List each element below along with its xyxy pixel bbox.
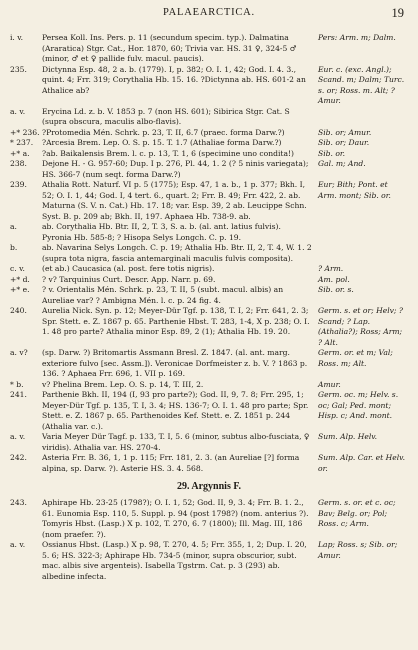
entry-text: v? Phelina Brem. Lep. O. S. p. 14, T. III, 2. xyxy=(42,379,204,389)
entry-text: Erycina Ld. z. b. V. 1853 p. 7 (non HS. 601); Sibirica Stgr. Cat. S (supra obscura, maculis albo-flavis). xyxy=(42,106,290,126)
entry-distribution: Sib. or. xyxy=(318,148,346,158)
entry-number: +* 236. xyxy=(10,127,40,137)
species-entry xyxy=(10,128,408,139)
entry-number: i. v. xyxy=(10,33,24,42)
entry-text: Dejone H. - G. 957-60; Dup. I p. 276, Pl. 44, 1. 2 (? 5 ninis variegata); HS. 366-7 (num seqt. forma Darw.?) xyxy=(42,159,309,179)
entry-text: (et ab.) Caucasica (al. post. fere totis nigris). xyxy=(42,264,215,273)
entry-number: a. v. xyxy=(10,540,26,549)
species-entry xyxy=(10,180,408,222)
running-header xyxy=(0,6,418,24)
species-entry xyxy=(10,306,408,348)
entry-distribution: Gal. m; And. xyxy=(318,159,366,168)
entry-text: Athalia Rott. Naturf. VI p. 5 (1775); Esp. 47, 1 a. b., 1 p. 377; Bkh. I, 52; O. I. 1, 44; God. I, 4 tert. 6., quart. 2; Frr. B. 49; Frr. 422, 2. ab. Maturna (S. V. n. Cat.) Hb. 17. 18; var. Esp. 39, 2 ab. Leucippe Schn. Syst. B. p. 209 ab; Bkh. II, 197. Aphaea Hb. 738-9. ab. xyxy=(42,180,307,221)
entry-number: * b. xyxy=(10,379,24,389)
entry-distribution: ? Arm. xyxy=(318,264,344,273)
entry-number: a. v? xyxy=(10,348,28,357)
entry-text: (sp. Darw. ?) Britomartis Assmann Bresl. Z. 1847. (al. ant. marg. exteriore fulvo [sec. Assm.]). Veronicae Dorfmeister z. b. V. ? 1863 p. 136. ? Aphaea Frr. 696, 1. VII p. 169. xyxy=(42,348,308,378)
entry-text: Aphirape Hb. 23-25 (1798?); O. I. 1, 52; God. II, 9, 3. 4; Frr. B. 1. 2., 61. Eunomia Esp. 110, 5. Suppl. p. 94 (post 1798?) (nom. anterius ?). Tomyris Hbst. (Lasp.) X p. 102, T. 270, 6. 7 (1800); Ill. Mag. III, 186 (nom praefer. ?). xyxy=(42,498,309,539)
entry-distribution: Germ. or. et m; Val; Ross. m; Alt. xyxy=(318,348,393,368)
entry-distribution: Am. pol. xyxy=(318,274,350,284)
entry-distribution: Sum. Alp. Helv. xyxy=(318,432,378,441)
entry-number: b. xyxy=(10,243,18,252)
species-entry xyxy=(10,107,408,128)
entry-distribution: Sib. or. s. xyxy=(318,285,354,294)
species-entry xyxy=(10,432,408,453)
species-list xyxy=(10,33,408,582)
species-entry xyxy=(10,149,408,160)
entry-number: 242. xyxy=(10,453,27,462)
entry-distribution: Sib. or; Daur. xyxy=(318,138,370,147)
species-entry xyxy=(10,222,408,243)
entry-text: ?Protomedia Mén. Schrk. p. 23, T. II, 6.7 (praec. forma Darw.?) xyxy=(42,127,285,137)
entry-distribution: Germ. oc. m; Helv. s. oc; Gal; Ped. mont; Hisp. c; And. mont. xyxy=(318,390,399,420)
page-number: 19 xyxy=(391,6,404,20)
entry-number: +* d. xyxy=(10,274,30,284)
entry-distribution: Germ. s. or. et c. oc; Bav; Belg. or; Pol; Ross. c; Arm. xyxy=(318,498,396,528)
entry-distribution: Germ. s. et or; Helv; ? Scand; ? Lap. (Athalia?); Ross; Arm; ? Alt. xyxy=(318,306,403,347)
entry-number: a. xyxy=(10,222,17,231)
species-entry xyxy=(10,65,408,107)
running-head-title: PALAEARCTICA. xyxy=(163,7,255,18)
entry-number: * 237. xyxy=(10,138,34,147)
entry-distribution: Sum. Alp. Car. et Helv. or. xyxy=(318,453,405,473)
species-entry xyxy=(10,390,408,432)
entry-number: 240. xyxy=(10,306,27,315)
species-entry xyxy=(10,453,408,474)
entry-text: Ossianus Hbst. (Lasp.) X p. 98, T. 270, 4. 5; Frr. 355, 1, 2; Dup. I. 20, 5. 6; HS. 322-3; Aphirape Hb. 734-5 (minor, supra obscurior, subt. mac. albis sive argenteis). Isabella Tgstrm. Cat. p. 3 (293) ab. albedine infecta. xyxy=(42,540,307,581)
entry-text: ab. Navarina Selys Longch. C. p. 19; Athalia Hb. Btr. II, 2, T. 4, W. 1. 2 (supra tota nigra, fascia antemarginali maculis fulvis composita). xyxy=(42,243,312,263)
species-entry xyxy=(10,138,408,149)
entry-number: a. v. xyxy=(10,106,26,116)
entry-text: ?Arcesia Brem. Lep. O. S. p. 15. T. 1.7 (Athaliae forma Darw.?) xyxy=(42,138,282,147)
species-entry xyxy=(10,285,408,306)
entry-number: +* e. xyxy=(10,285,30,294)
entry-distribution: Lap; Ross. s; Sib. or; Amur. xyxy=(318,540,398,560)
entry-distribution: Eur; Bith; Pont. et Arm. mont; Sib. or. xyxy=(318,180,391,200)
entry-text: Parthenie Bkh. II, 194 (I, 93 pro parte?); God. II, 9, 7. 8; Frr. 295, 1; Meyer-Dür Tgf. p. 135, T. I, 3. 4; HS. 136-7; O. I. 1. 48 pro parte; Spr. Stett. e. Z. 1867 p. 65. Parthenoides Kef. Stett. e. Z. 1851 p. 244 (Athalia var. c.). xyxy=(42,390,309,431)
entry-number: 243. xyxy=(10,498,27,507)
entry-distribution: Pers: Arm. m; Dalm. xyxy=(318,33,396,42)
entry-text: Varia Meyer Dür Tagf. p. 133, T. I, 5. 6 (minor, subtus albo-fusciata, ♀ viridis). Athalia var. HS. 270-4. xyxy=(42,432,310,452)
species-entry xyxy=(10,380,408,391)
species-entry xyxy=(10,33,408,65)
entry-number: 235. xyxy=(10,64,27,74)
entry-text: Aurelia Nick. Syn. p. 12; Meyer-Dür Tgf. p. 138, T. I, 2; Frr. 641, 2. 3; Spr. Stett. e. Z. 1867 p. 65. Parthenie Hbst. T. 283, 1-4, X p. 238; O. I. 1. 48 pro parte? Athalia minor Esp. 89, 2 (1); Athalia Hb. 19. 20. xyxy=(42,306,310,336)
entry-text: Asteria Frr. B. 36, 1, 1 p. 115; Frr. 181, 2. 3. (an Aureliae [?] forma alpina, sp. Darw. ?). Asterie HS. 3. 4. 568. xyxy=(42,453,300,473)
species-entry xyxy=(10,540,408,582)
entry-number: 239. xyxy=(10,180,27,189)
entry-number: +* a. xyxy=(10,148,30,158)
entry-text: ? v. Orientalis Mén. Schrk. p. 23, T. II, 5 (subt. macul. albis) an Aureliae var? ? Ambigna Mén. l. c. p. 24 fig. 4. xyxy=(42,285,284,305)
species-entry xyxy=(10,348,408,380)
entry-text: ?ab. Baikalensis Brem. l. c. p. 13, T. 1, 6 (specimine uno condita!) xyxy=(42,148,295,158)
species-entry xyxy=(10,159,408,180)
entry-distribution: Eur. c. (exc. Angl.); Scand. m; Dalm; Turc. s. or; Ross. m. Alt; ?Amur. xyxy=(318,64,405,105)
entry-number: a. v. xyxy=(10,432,26,441)
entry-number: 238. xyxy=(10,159,27,168)
entry-text: ab. Corythalia Hb. Btr. II, 2, T. 3, S. a. b. (al. ant. latius fulvis). Pyronia Hb. 585-8; ? Hisopa Selys Longch. C. p. 19. xyxy=(42,222,281,242)
section-heading: 29. Argynnis F. xyxy=(176,481,242,492)
entry-text: ? v? Tarquinius Curt. Descr. App. Narr. p. 69. xyxy=(42,274,216,284)
entry-number: 241. xyxy=(10,390,27,399)
entry-number: c. v. xyxy=(10,264,25,273)
species-entry xyxy=(10,275,408,286)
entry-text: Persea Koll. Ins. Pers. p. 11 (secundum specim. typ.). Dalmatina (Araratica) Stgr. Cat., Hor. 1870, 60; Trivia var. HS. 31 ♀, 324-5 ♂ (minor, ♂ et ♀ pallide fulv. macul. paucis). xyxy=(42,33,297,63)
species-entry xyxy=(10,264,408,275)
entry-distribution: Sib. or; Amur. xyxy=(318,127,372,137)
entry-text: Dictynna Esp. 48, 2 a. b. (1779). I, p. 382; O. I. 1, 42; God. I. 4. 3., quint. 4; Frr. 319; Corythalia Hb. 15. 16. ?Dictynna ab. HS. 601-2 an Athalice ab? xyxy=(42,64,306,95)
species-entry xyxy=(10,498,408,540)
entry-distribution: Amur. xyxy=(318,379,341,389)
species-entry xyxy=(10,243,408,264)
